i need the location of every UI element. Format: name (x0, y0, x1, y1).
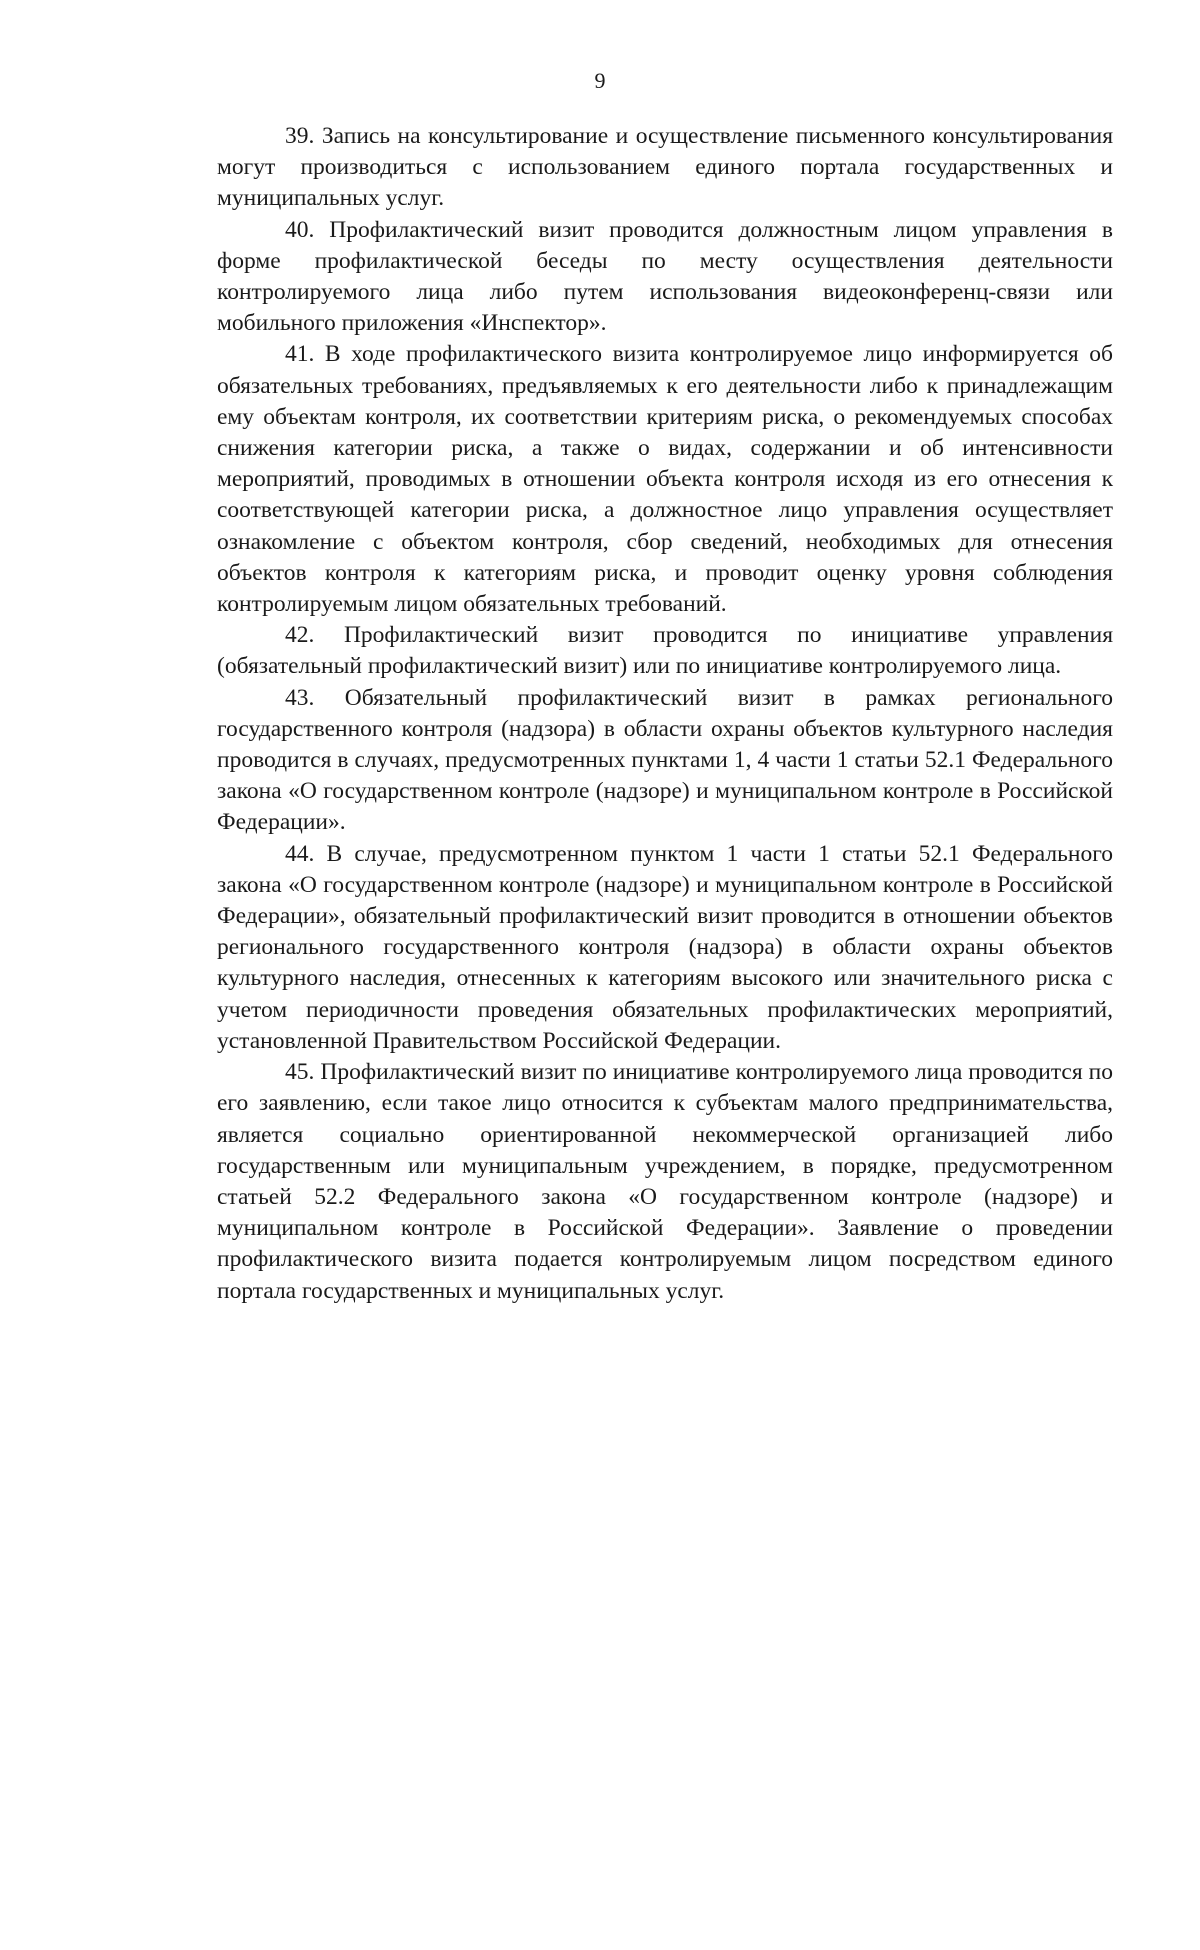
paragraph-41: 41. В ходе профилактического визита контролируемое лицо информируется об обязательных требованиях, предъявляемых к его деятельности либо к принадлежащим ему объектам контроля, их соответствии критериям риска, о рекомендуемых способах снижения категории риска, а также о видах, содержании и об интенсивности мероприятий, проводимых в отношении объекта контроля исходя из его отнесения к соответствующей категории риска, а должностное лицо управления осуществляет ознакомление с объектом контроля, сбор сведений, необходимых для отнесения объектов контроля к категориям риска, и проводит оценку уровня соблюдения контролируемым лицом обязательных требований. (217, 341, 1113, 618)
page-number: 9 (594, 68, 606, 93)
paragraph-44: 44. В случае, предусмотренном пунктом 1 части 1 статьи 52.1 Федерального закона «О государственном контроле (надзоре) и муниципальном контроле в Российской Федерации», обязательный профилактический визит проводится в отношении объектов регионального государственного контроля (надзора) в области охраны объектов культурного наследия, отнесенных к категориям высокого или значительного риска с учетом периодичности проведения обязательных профилактических мероприятий, установленной Правительством Российской Федерации. (217, 840, 1113, 1054)
paragraph-45: 45. Профилактический визит по инициативе контролируемого лица проводится по его заявлению, если такое лицо относится к субъектам малого предпринимательства, является социально ориентированной некоммерческой организацией либо государственным или муниципальным учреждением, в порядке, предусмотренном статьей 52.2 Федерального закона «О государственном контроле (надзоре) и муниципальном контроле в Российской Федерации». Заявление о проведении профилактического визита подается контролируемым лицом посредством единого портала государственных и муниципальных услуг. (217, 1059, 1113, 1304)
paragraph-43: 43. Обязательный профилактический визит в рамках регионального государственного контроля (надзора) в области охраны объектов культурного наследия проводится в случаях, предусмотренных пунктами 1, 4 части 1 статьи 52.1 Федерального закона «О государственном контроле (надзоре) и муниципальном контроле в Российской Федерации». (217, 684, 1113, 836)
paragraph-39: 39. Запись на консультирование и осуществление письменного консультирования могут производиться с использованием единого портала государственных и муниципальных услуг. (217, 123, 1113, 212)
paragraph-42: 42. Профилактический визит проводится по инициативе управления (обязательный профилактический визит) или по инициативе контролируемого лица. (217, 622, 1113, 680)
paragraph-40: 40. Профилактический визит проводится должностным лицом управления в форме профилактической беседы по месту осуществления деятельности контролируемого лица либо путем использования видеоконференц-связи или мобильного приложения «Инспектор». (217, 216, 1113, 337)
document-body (217, 121, 1113, 1307)
